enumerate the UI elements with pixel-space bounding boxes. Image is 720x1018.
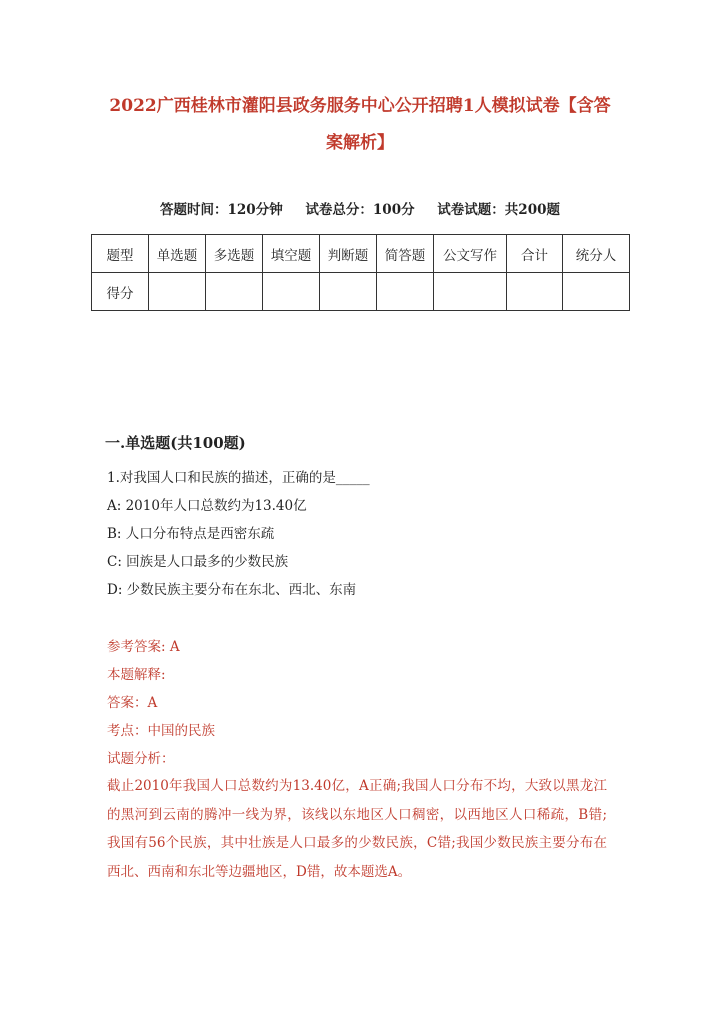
- score-table-score-row: [92, 273, 630, 311]
- score-header-cell: 题型: [92, 235, 149, 273]
- exam-meta: [0, 198, 720, 218]
- score-cell[interactable]: [320, 273, 377, 311]
- explanation-label: 本题解释:: [107, 667, 166, 683]
- score-cell[interactable]: [434, 273, 507, 311]
- score-header-cell: 判断题: [320, 235, 377, 273]
- score-header-cell: 简答题: [377, 235, 434, 273]
- option-a: A: 2010年人口总数约为13.40亿: [107, 498, 307, 514]
- topic-line: 考点：中国的民族: [107, 723, 215, 739]
- score-row-label: 得分: [92, 273, 149, 311]
- reference-answer: 参考答案: A: [107, 639, 180, 655]
- score-cell[interactable]: [377, 273, 434, 311]
- score-cell[interactable]: [263, 273, 320, 311]
- score-header-cell: 合计: [507, 235, 563, 273]
- score-header-cell: 多选题: [206, 235, 263, 273]
- score-cell[interactable]: [507, 273, 563, 311]
- score-header-cell: 填空题: [263, 235, 320, 273]
- document-title-line2: 案解析】: [326, 133, 394, 153]
- analysis-label: 试题分析：: [107, 751, 175, 767]
- exam-total-score: 试卷总分：100分: [305, 202, 415, 218]
- analysis-text: 截止2010年我国人口总数约为13.40亿，A正确;我国人口分布不均，大致以黑龙江的黑河到云南的腾冲一线为界，该线以东地区人口稠密，以西地区人口稀疏，B错;我国有56个民族，其中壮族是人口最多的少数民族，C错;我国少数民族主要分布在西北、西南和东北等边疆地区，D错，故本题选A。: [107, 778, 607, 880]
- score-table: [91, 234, 630, 311]
- exam-time: 答题时间：120分钟: [160, 202, 283, 218]
- section-title: 一.单选题(共100题): [105, 434, 246, 452]
- score-table-header-row: [92, 235, 630, 273]
- score-header-cell: 统分人: [563, 235, 630, 273]
- score-cell[interactable]: [206, 273, 263, 311]
- option-c: C: 回族是人口最多的少数民族: [107, 554, 289, 570]
- answer-line: 答案：A: [107, 695, 158, 711]
- score-header-cell: 单选题: [149, 235, 206, 273]
- score-cell[interactable]: [563, 273, 630, 311]
- document-title-line1: 2022广西桂林市灌阳县政务服务中心公开招聘1人模拟试卷【含答: [109, 96, 611, 116]
- score-cell[interactable]: [149, 273, 206, 311]
- score-header-cell: 公文写作: [434, 235, 507, 273]
- exam-question-count: 试卷试题：共200题: [437, 202, 560, 218]
- option-b: B: 人口分布特点是西密东疏: [107, 526, 275, 542]
- option-d: D: 少数民族主要分布在东北、西北、东南: [107, 582, 357, 598]
- question-stem: 1.对我国人口和民族的描述，正确的是_____: [107, 470, 370, 486]
